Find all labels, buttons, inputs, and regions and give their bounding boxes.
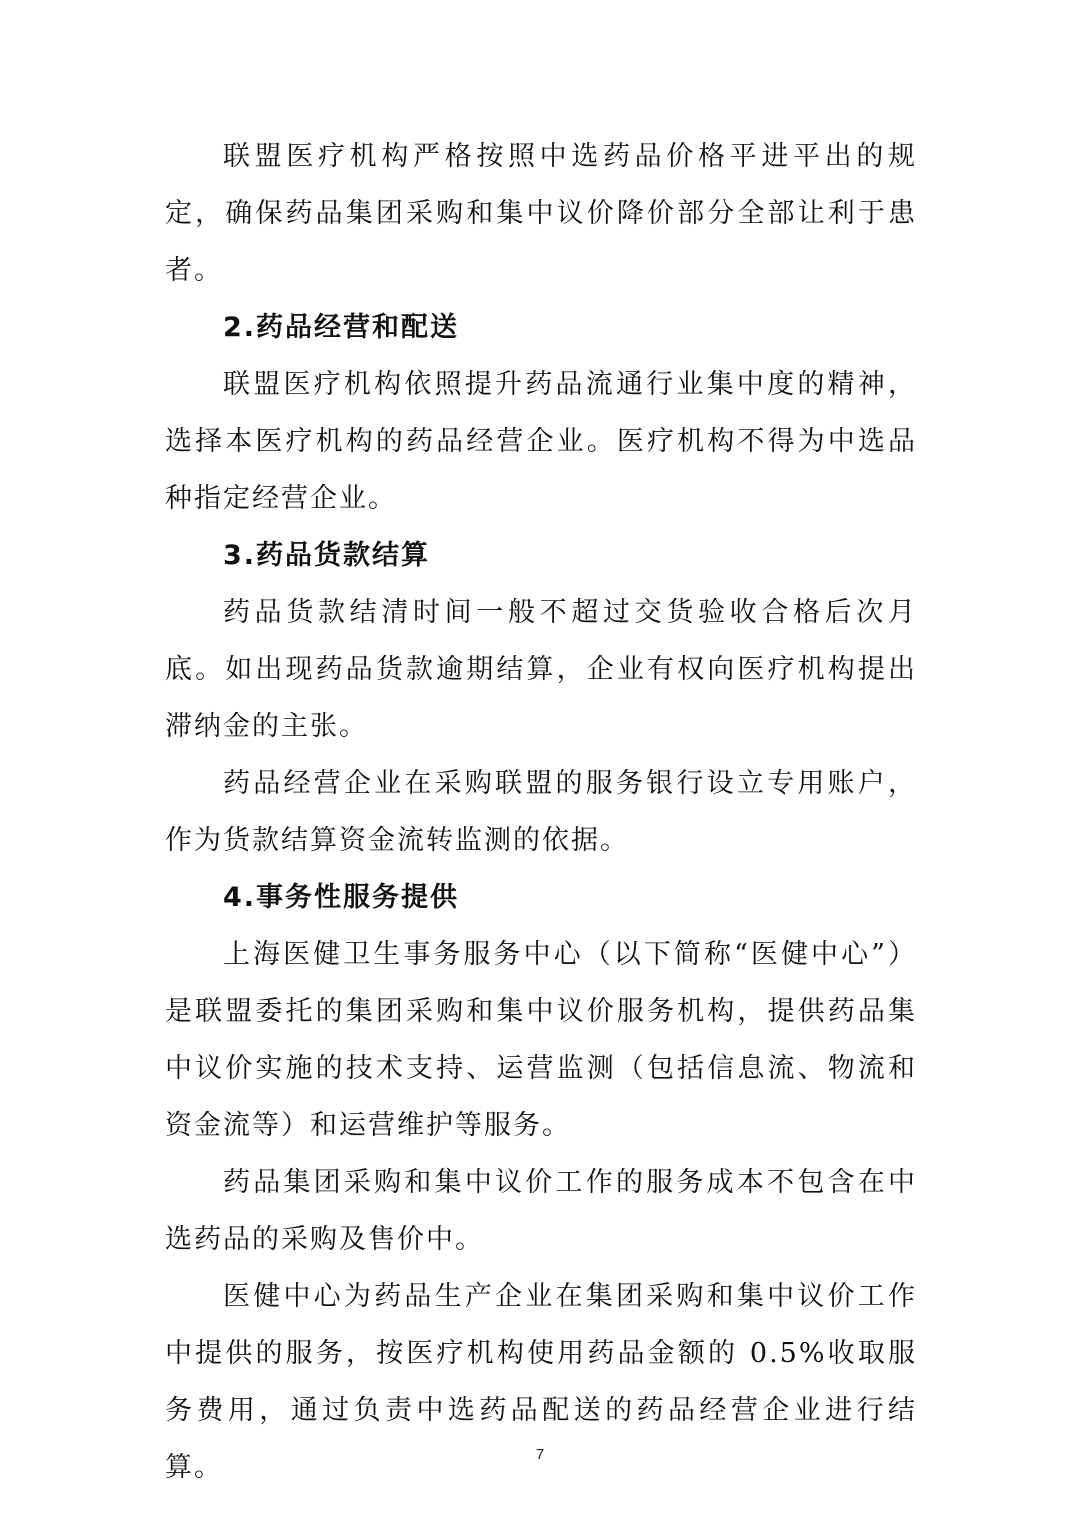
section-heading-settlement: 3.药品货款结算: [223, 540, 431, 571]
section-heading-distribution: 2.药品经营和配送: [223, 312, 460, 343]
paragraph-service-center: 上海医健卫生事务服务中心（以下简称“医健中心”）是联盟委托的集团采购和集中议价服务机构，提供药品集中议价实施的技术支持、运营监测（包括信息流、物流和资金流等）和运营维护等服务。: [165, 939, 917, 1141]
page-number: 7: [535, 1446, 545, 1463]
paragraph-price-rule: 联盟医疗机构严格按照中选药品价格平进平出的规定，确保药品集团采购和集中议价降价部分全部让利于患者。: [165, 141, 917, 286]
paragraph-settlement-time: 药品货款结清时间一般不超过交货验收合格后次月底。如出现药品货款逾期结算，企业有权向医疗机构提出滞纳金的主张。: [165, 597, 917, 742]
paragraph-service-fee: 医健中心为药品生产企业在集团采购和集中议价工作中提供的服务，按医疗机构使用药品金额的 0.5%收取服务费用，通过负责中选药品配送的药品经营企业进行结算。: [165, 1281, 917, 1483]
paragraph-settlement-account: 药品经营企业在采购联盟的服务银行设立专用账户，作为货款结算资金流转监测的依据。: [165, 768, 917, 856]
paragraph-distribution: 联盟医疗机构依照提升药品流通行业集中度的精神，选择本医疗机构的药品经营企业。医疗机构不得为中选品种指定经营企业。: [165, 369, 917, 514]
section-heading-services: 4.事务性服务提供: [223, 882, 460, 913]
document-body: [165, 128, 917, 1496]
paragraph-service-cost: 药品集团采购和集中议价工作的服务成本不包含在中选药品的采购及售价中。: [165, 1167, 917, 1255]
